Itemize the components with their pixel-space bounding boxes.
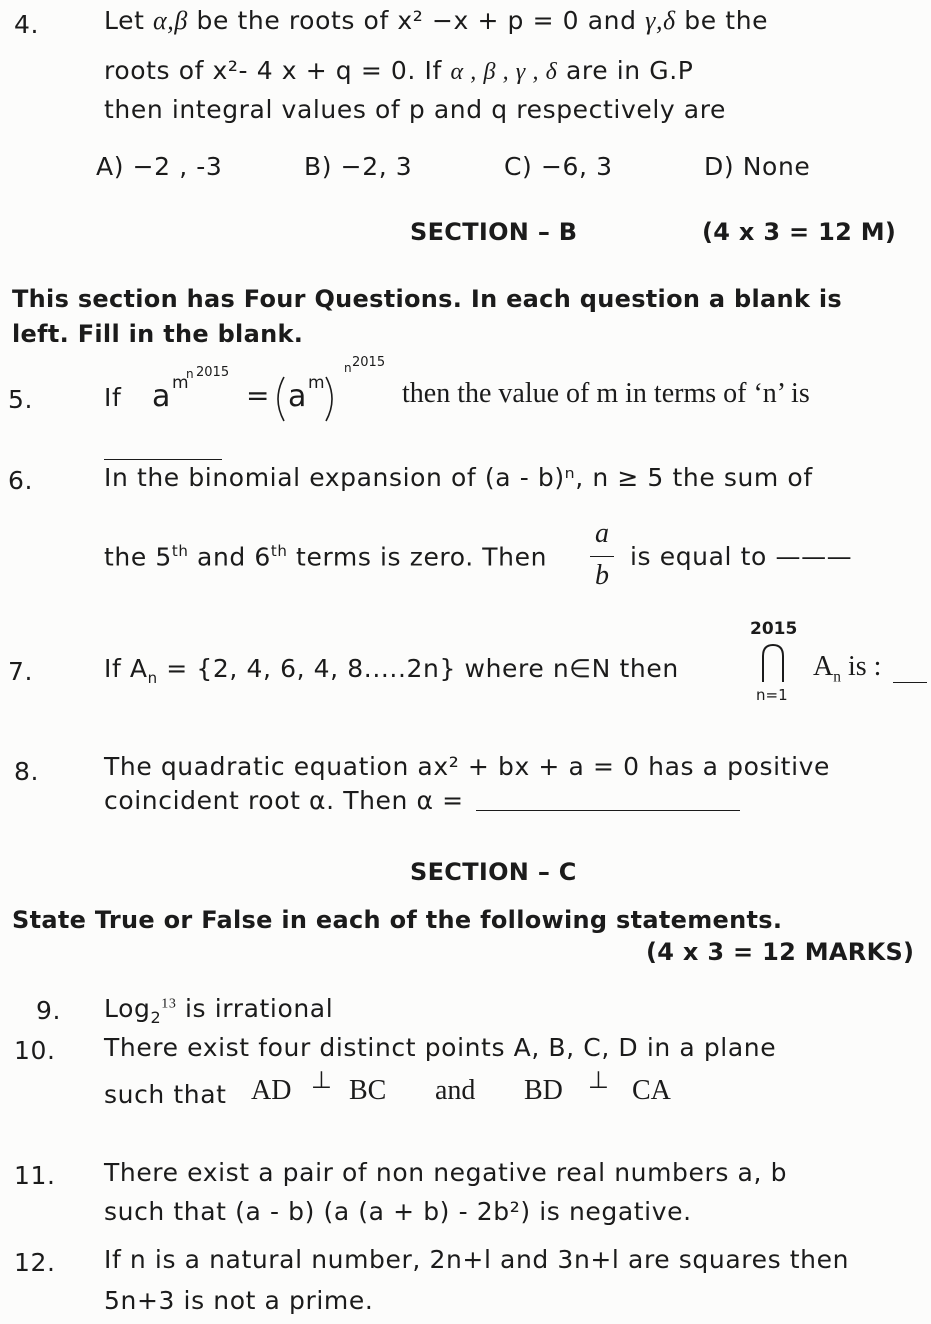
q12-number: 12. — [14, 1248, 56, 1277]
q9-rest: is irrational — [176, 994, 334, 1023]
q10-bc: BC — [349, 1075, 387, 1106]
q5-if: If — [104, 383, 122, 412]
section-b-title: SECTION – B — [410, 218, 578, 246]
intersection-icon — [760, 642, 786, 684]
q4-l1d: x² −x + p = 0 and — [397, 6, 646, 35]
q4-option-a: A) −2 , -3 — [96, 152, 223, 181]
q7-sub-n: n — [147, 669, 158, 687]
q10-perp-1: ⊥ — [311, 1066, 332, 1094]
q5-outer-2015: 2015 — [352, 355, 386, 370]
q5-rest: then the value of m in terms of ‘n’ is — [402, 378, 810, 409]
q4-l2b: α , β , γ , δ — [450, 59, 558, 85]
q4-l2a: roots of x²- 4 x + q = 0. If — [104, 56, 451, 85]
section-b-instruction-1: This section has Four Questions. In each question a blank is — [12, 285, 842, 313]
q6-l2a: the 5 — [104, 542, 172, 572]
q11-number: 11. — [14, 1161, 56, 1190]
q6-line2-end: is equal to ——— — [630, 542, 853, 571]
q4-l1e: γ,δ — [645, 6, 676, 35]
q11-line1: There exist a pair of non negative real numbers a, b — [104, 1158, 788, 1187]
q4-option-d: D) None — [704, 152, 811, 181]
q6-line2 — [104, 542, 547, 571]
q5-base-a: a — [152, 379, 171, 414]
q7-number: 7. — [8, 657, 34, 686]
q7-text — [104, 654, 679, 687]
q4-l2c: are in G.P — [557, 56, 694, 85]
q4-l1b: α,β — [153, 6, 188, 35]
q6-l2c: terms is zero. Then — [287, 542, 548, 572]
q4-l1f: be the — [675, 6, 769, 35]
q4-line3: then integral values of p and q respectively are — [104, 95, 727, 124]
q4-number: 4. — [14, 10, 40, 39]
section-c-marks: (4 x 3 = 12 MARKS) — [646, 938, 915, 966]
q4-l1a: Let — [104, 6, 154, 35]
section-b-marks: (4 x 3 = 12 M) — [702, 218, 897, 246]
section-c-instruction: State True or False in each of the following statements. — [12, 906, 783, 934]
q6-line1: In the binomial expansion of (a - b)ⁿ, n ≥ 5 the sum of — [104, 463, 813, 492]
q10-perp-2: ⊥ — [588, 1066, 609, 1094]
q10-line1: There exist four distinct points A, B, C, D in a plane — [104, 1033, 777, 1062]
q4-option-c: C) −6, 3 — [504, 152, 613, 181]
q7-lower-limit: n=1 — [756, 686, 788, 704]
q4-line1 — [104, 6, 768, 36]
q12-line2: 5n+3 is not a prime. — [104, 1286, 374, 1315]
q8-line1: The quadratic equation ax² + bx + a = 0 has a positive — [104, 752, 830, 781]
q7-a-sub: n — [833, 668, 841, 686]
section-c-title: SECTION – C — [410, 858, 577, 886]
q10-bd: BD — [524, 1075, 563, 1106]
q9-number: 9. — [36, 996, 62, 1025]
q7-blank[interactable] — [893, 682, 927, 683]
q10-and: and — [435, 1075, 476, 1106]
q7-a: A — [813, 651, 834, 682]
q6-number: 6. — [8, 466, 34, 495]
q5-exp-2015: 2015 — [196, 365, 230, 380]
q5-left-paren — [272, 375, 286, 423]
q9-sub: 2 — [150, 1008, 162, 1027]
q5-exp-m: m — [172, 373, 189, 393]
q11-line2: such that (a - b) (a (a + b) - 2b²) is negative. — [104, 1197, 692, 1226]
q6-frac-num: a — [595, 518, 609, 549]
q10-ad: AD — [251, 1075, 292, 1106]
q5-outer-n: n — [344, 361, 352, 375]
section-b-instruction-2: left. Fill in the blank. — [12, 320, 304, 348]
q7-upper-limit: 2015 — [750, 619, 798, 639]
q5-expression — [152, 355, 392, 425]
q9-log: Log — [104, 994, 151, 1023]
q4-line2 — [104, 56, 693, 86]
q5-exp-n: n — [186, 367, 194, 381]
q6-th1: th — [171, 542, 189, 560]
q10-ca: CA — [632, 1075, 671, 1106]
q6-frac-bar — [590, 556, 614, 557]
q9-sup: 13 — [161, 996, 177, 1012]
q7-ta: If A — [104, 654, 148, 683]
q10-line2-a: such that — [104, 1080, 227, 1109]
q7-set-a — [813, 651, 881, 687]
q9-text — [104, 994, 333, 1027]
q4-l1c: be the roots of — [187, 6, 398, 35]
q7-is: is : — [840, 651, 882, 682]
q5-equals: = — [246, 379, 270, 412]
q5-inner-m: m — [308, 373, 325, 393]
q5-number: 5. — [8, 385, 34, 414]
q7-tb: = {2, 4, 6, 4, 8.....2n} where n∈N then — [157, 654, 679, 683]
q5-right-paren — [324, 375, 338, 423]
q8-line2: coincident root α. Then α = — [104, 786, 464, 815]
q5-blank[interactable] — [104, 459, 222, 460]
q6-th2: th — [270, 542, 288, 560]
q12-line1: If n is a natural number, 2n+l and 3n+l are squares then — [104, 1245, 850, 1274]
q6-l2b: and 6 — [188, 542, 271, 572]
q8-blank[interactable] — [476, 810, 740, 811]
q10-number: 10. — [14, 1036, 56, 1065]
q6-frac-den: b — [595, 560, 609, 591]
q5-inner-a: a — [288, 379, 307, 414]
q8-number: 8. — [14, 757, 40, 786]
q4-option-b: B) −2, 3 — [304, 152, 413, 181]
